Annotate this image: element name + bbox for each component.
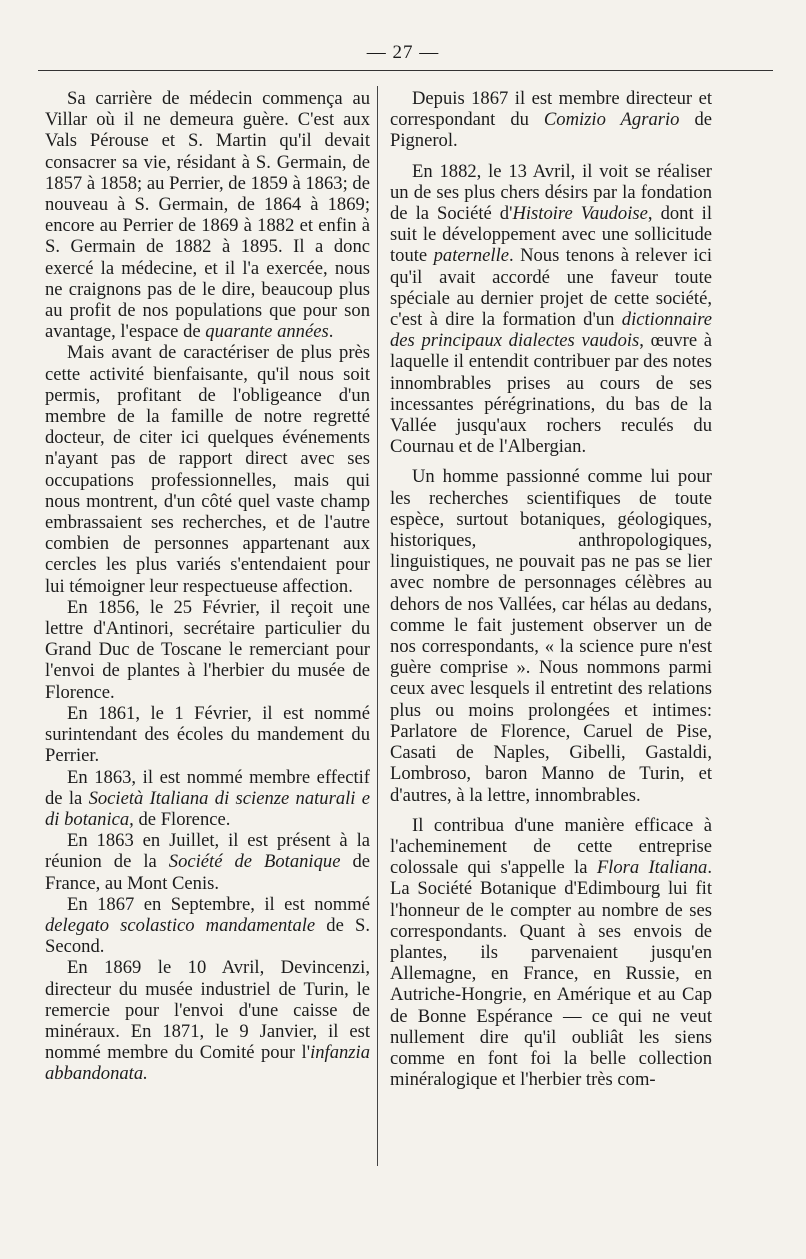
text-run: . Nous tenons à relever ici qu'il avait accordé une faveur toute spéciale au dernier projet de cette société, c'est à dire la formation d'un xyxy=(390,245,713,331)
text-run: En 1882, le 13 Avril, il voit se réaliser un de ses plus chers désirs par la fondation de la Société d' xyxy=(390,160,712,225)
italic-text: infanzia abbandonata. xyxy=(45,1042,370,1085)
italic-text: Société de Botanique xyxy=(168,851,341,873)
text-run: de Florence. xyxy=(133,808,231,830)
text-run: de S. Second. xyxy=(45,914,370,958)
text-run: En 1863, il est nommé membre effectif de la xyxy=(45,766,370,809)
text-run: En 1863 en Juillet, il est présent à la réunion de la xyxy=(45,830,370,873)
text-run: En 1856, le 25 Février, il reçoit une lettre d'Antinori, secrétaire particulier du Grand Duc de Toscane le remerciant pour l'envoi de plantes à l'herbier du musée de Florence. xyxy=(45,596,370,703)
header-rule xyxy=(38,70,773,71)
text-run: Mais avant de caractériser de plus près cette activité bienfaisante, qu'il nous soit permis, profitant de l'obligeance d'un membre de la famille de notre regretté docteur, de citer ici quelques événements n'ayant pas de rapport direct avec ses occupations professionnelles, mais qui nous montrent, d'un côté quel vaste champ embrassaient ses recherches, et de l'autre combien de personnes appartenant aux cercles les plus variés s'entendaient pour lui témoigner leur respectueuse affection. xyxy=(45,342,370,597)
text-run: . xyxy=(328,321,334,343)
italic-text: Società Italiana di scienze naturali e di botanica, xyxy=(45,787,371,830)
paragraph xyxy=(390,466,712,805)
italic-text: delegato scolastico mandamentale xyxy=(45,914,316,936)
text-run: En 1867 en Septembre, il est nommé xyxy=(67,893,370,915)
paragraph xyxy=(390,161,712,458)
text-run: En 1861, le 1 Février, il est nommé surintendant des écoles du mandement du Perrier. xyxy=(45,702,370,767)
text-run: . La Société Botanique d'Edimbourg lui fit l'honneur de le compter au nombre de ses correspondants. Quant à ses envois de plantes, ils parvenaient jusqu'en Allemagne, en France, en Russie, en Autriche-Hongrie, en Amérique et au Cap de Bonne Espérance — ce qui ne veut nullement dire qu'il oubliât les siens comme en font foi la belle collection minéralogique et l'herbier très com- xyxy=(390,857,712,1091)
paragraph xyxy=(390,88,712,152)
text-run: , dont il suit le développement avec une sollicitude toute xyxy=(390,203,712,267)
paragraph xyxy=(45,830,370,894)
paragraph xyxy=(45,597,370,703)
italic-text: dictionnaire des principaux dialectes vaudois xyxy=(390,309,712,352)
text-run: de Pignerol. xyxy=(390,109,712,152)
right-text-column xyxy=(390,88,712,1090)
paragraph xyxy=(45,767,370,831)
italic-text: Comizio Agrario xyxy=(543,109,680,131)
text-run: En 1869 le 10 Avril, Devincenzi, directeur du musée industriel de Turin, le remercie pour l'envoi d'une caisse de minéraux. En 1871, le 9 Janvier, il est nommé membre du Comité pour l' xyxy=(45,957,370,1064)
italic-text: Flora Italiana xyxy=(596,857,708,879)
column-divider xyxy=(377,86,378,1166)
paragraph xyxy=(45,88,370,342)
text-run: Sa carrière de médecin commença au Villar où il ne demeura guère. C'est aux Vals Pérouse et S. Martin qu'il devait consacrer sa vie, résidant à S. Germain, de 1857 à 1858; au Perrier, de 1859 à 1863; de nouveau à S. Germain, de 1864 à 1869; encore au Perrier de 1869 à 1882 et enfin à S. Germain de 1882 à 1895. Il a donc exercé la médecine, et il l'a exercée, nous ne craignons pas de le dire, beaucoup plus au profit de nos populations que pour son avantage, l'espace de xyxy=(45,88,370,343)
italic-text: Histoire Vaudoise xyxy=(512,203,648,225)
italic-text: quarante années xyxy=(205,321,329,343)
text-run: Un homme passionné comme lui pour les recherches scientifiques de toute espèce, surtout botaniques, géologiques, historiques, anthropologiques, linguistiques, ne pouvait pas ne pas se lier avec nombre de personnages célèbres au dehors de nos Vallées, car hélas au dedans, comme le fait justement observer un de nos correspondants, « la science pure n'est guère comprise ». Nous nommons parmi ceux avec lesquels il entretint des relations plus ou moins prolongées et intimes: Parlatore de Florence, Caruel de Pise, Casati de Naples, Gibelli, Gastaldi, Lombroso, baron Manno de Turin, et d'autres, à la lettre, innombrables. xyxy=(390,466,712,806)
italic-text: paternelle xyxy=(433,245,509,267)
page-number: — 27 — xyxy=(366,42,440,63)
paragraph xyxy=(45,703,370,767)
left-text-column xyxy=(45,88,370,1085)
text-run: Depuis 1867 il est membre directeur et correspondant du xyxy=(390,88,712,131)
paragraph xyxy=(390,815,712,1091)
text-run: Il contribua d'une manière efficace à l'acheminement de cette entreprise colossale qui s'appelle la xyxy=(390,814,712,879)
paragraph xyxy=(45,957,370,1084)
text-run: de France, au Mont Cenis. xyxy=(45,851,371,894)
paragraph xyxy=(45,894,370,958)
paragraph xyxy=(45,342,370,596)
text-run: , œuvre à laquelle il entendit contribuer par des notes innombrables prises au cours de ses incessantes pérégrinations, du bas de la Vallée jusqu'aux rochers reculés du Cournau et de l'Albergian. xyxy=(390,330,713,458)
